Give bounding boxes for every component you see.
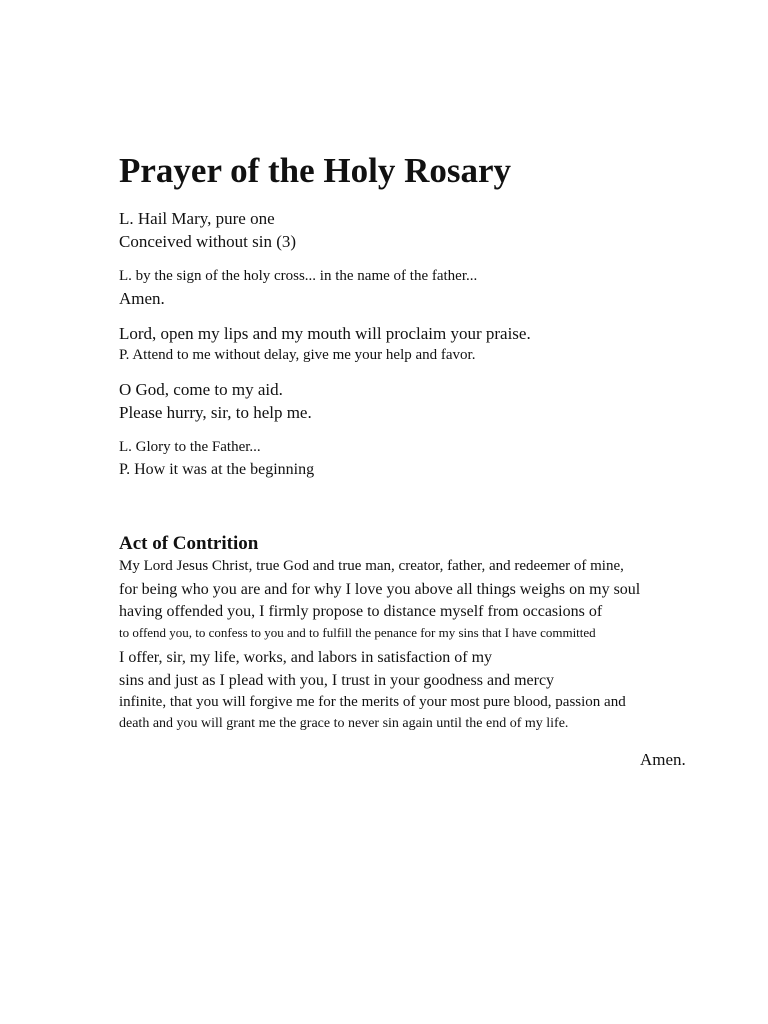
contrition-line: having offended you, I firmly propose to distance myself from occasions of xyxy=(119,603,603,620)
opening-line: Lord, open my lips and my mouth will proclaim your praise. xyxy=(119,324,531,343)
contrition-line: to offend you, to confess to you and to fulfill the penance for my sins that I have committed xyxy=(119,625,596,640)
opening-line: P. How it was at the beginning xyxy=(119,461,315,478)
contrition-line: for being who you are and for why I love you above all things weighs on my soul xyxy=(119,581,641,598)
contrition-line: infinite, that you will forgive me for the merits of your most pure blood, passion and xyxy=(119,694,626,710)
opening-line: L. by the sign of the holy cross... in the name of the father... xyxy=(119,268,478,284)
contrition-line: My Lord Jesus Christ, true God and true man, creator, father, and redeemer of mine, xyxy=(119,558,624,574)
contrition-line: I offer, sir, my life, works, and labors in satisfaction of my xyxy=(119,649,493,666)
closing-amen: Amen. xyxy=(640,750,686,769)
opening-line: L. Hail Mary, pure one xyxy=(119,209,275,228)
section-heading: Act of Contrition xyxy=(119,533,259,554)
opening-line: Conceived without sin (3) xyxy=(119,232,297,251)
opening-line: Please hurry, sir, to help me. xyxy=(119,403,312,422)
opening-line: L. Glory to the Father... xyxy=(119,439,261,455)
contrition-line: sins and just as I plead with you, I trust in your goodness and mercy xyxy=(119,672,555,689)
contrition-line: death and you will grant me the grace to never sin again until the end of my life. xyxy=(119,716,569,731)
document-title: Prayer of the Holy Rosary xyxy=(119,151,512,190)
opening-line: Amen. xyxy=(119,289,165,308)
opening-line: P. Attend to me without delay, give me your help and favor. xyxy=(119,347,476,363)
opening-line: O God, come to my aid. xyxy=(119,380,283,399)
